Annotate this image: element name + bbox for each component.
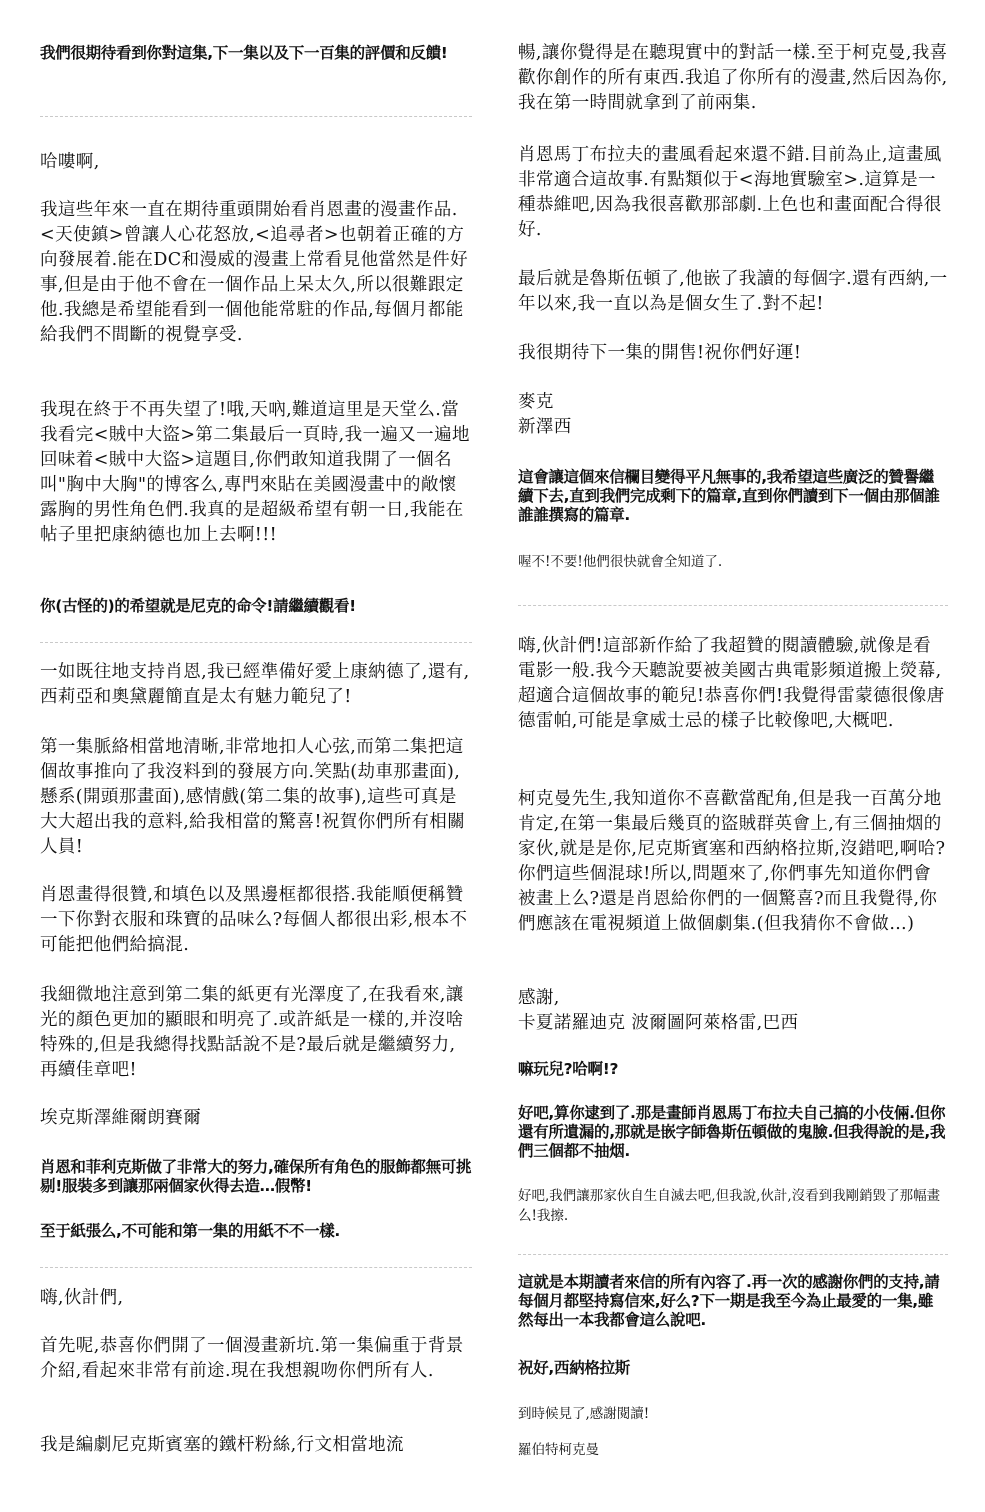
letter-paragraph: 柯克曼先生,我知道你不喜歡當配角,但是我一百萬分地肯定,在第一集最后幾頁的盜賊群英會上,有三個抽烟的家伙,就是是你,尼克斯賓塞和西納格拉斯,沒錯吧,啊哈?你們這些個混球!所以,問題來了,你們事先知道你們會被畫上么?還是肖恩給你們的一個驚喜?而且我覺得,你們應該在電視頻道上做個劇集.(但我猜你不會做…)	[518, 789, 946, 934]
letter-paragraph: 第一集脈絡相當地清晰,非常地扣人心弦,而第二集把這個故事推向了我沒料到的發展方向.笑點(劫車那畫面),懸系(開頭那畫面),感情戲(第二集的故事),這些可真是大大超出我的意料,給我相當的驚喜!祝賀你們所有相關人員!	[40, 737, 466, 857]
letter-paragraph: 一如既往地支持肖恩,我已經準備好愛上康納德了,還有,西莉亞和奧黛麗簡直是太有魅力範兒了!	[40, 662, 470, 707]
letter-signature: 感謝,	[518, 988, 560, 1008]
letter-paragraph: 我很期待下一集的開售!祝你們好運!	[518, 343, 802, 363]
divider	[518, 1254, 948, 1255]
divider	[40, 1267, 472, 1268]
divider	[40, 116, 472, 117]
editor-reply: 肖恩和菲利克斯做了非常大的努力,確保所有角色的服飾都無可挑剔!服裝多到讓那兩個家伙得去造…假幣!	[40, 1158, 472, 1195]
divider	[518, 605, 948, 606]
editor-reply: 你(古怪的)的希望就是尼克的命令!請繼續觀看!	[40, 597, 356, 615]
editor-reply: 至于紙張么,不可能和第一集的用紙不不一樣.	[40, 1222, 340, 1240]
letter-paragraph: 我細微地注意到第二集的紙更有光澤度了,在我看來,讓光的顏色更加的顯眼和明亮了.或許紙是一樣的,并沒啥特殊的,但是我總得找點話說不是?最后就是繼續努力,再續佳章吧!	[40, 985, 464, 1080]
letter-paragraph: 最后就是魯斯伍頓了,他嵌了我讀的每個字.還有西納,一年以來,我一直以為是個女生了.對不起!	[518, 269, 948, 314]
closing-note: 羅伯特柯克曼	[518, 1442, 599, 1458]
closing-message: 這就是本期讀者來信的所有內容了.再一次的感謝你們的支持,請每個月都堅持寫信來,好么?下一期是我至今為止最愛的一集,雖然每出一本我都會這么說吧.	[518, 1273, 940, 1329]
letter-paragraph: 我是編劇尼克斯賓塞的鐵杆粉絲,行文相當地流	[40, 1435, 404, 1455]
editor-note: 好吧,我們讓那家伙自生自滅去吧,但我說,伙計,沒看到我剛銷毀了那幅畫么!我擦.	[518, 1188, 941, 1224]
letter-paragraph: 嗨,伙計們!這部新作給了我超贊的閱讀體驗,就像是看電影一般.我今天聽說要被美國古典電影頻道搬上熒幕,超適合這個故事的範兒!恭喜你們!我覺得雷蒙德很像唐德雷帕,可能是拿威士忌的樣子比較像吧,大概吧.	[518, 636, 945, 731]
letter-signature: 卡夏諾羅迪克 波爾圖阿萊格雷,巴西	[518, 1013, 799, 1033]
editor-reply: 嘛玩兒?哈啊!?	[518, 1060, 619, 1078]
editor-note: 喔不!不要!他們很快就會全知道了.	[518, 554, 723, 570]
letter-signature: 新澤西	[518, 417, 572, 437]
closing-note: 到時候見了,感謝閱讀!	[518, 1406, 650, 1422]
editor-reply: 這會讓這個來信欄目變得平凡無事的,我希望這些廣泛的贊譽繼續下去,直到我們完成剩下的篇章,直到你們讀到下一個由那個誰誰誰撰寫的篇章.	[518, 468, 940, 524]
letter-paragraph: 首先呢,恭喜你們開了一個漫畫新坑.第一集偏重于背景介紹,看起來非常有前途.現在我想親吻你們所有人.	[40, 1336, 464, 1381]
letter-signature: 麥克	[518, 392, 554, 412]
letter-paragraph: 肖恩畫得很贊,和填色以及黑邊框都很搭.我能順便稱贊一下你對衣服和珠寶的品味么?每個人都很出彩,根本不可能把他們給搞混.	[40, 885, 468, 955]
editor-reply: 好吧,算你逮到了.那是畫師肖恩馬丁布拉夫自己搞的小伎倆.但你還有所遺漏的,那就是嵌字師魯斯伍頓做的鬼臉.但我得說的是,我們三個都不抽烟.	[518, 1104, 946, 1160]
editor-reply: 我們很期待看到你對這集,下一集以及下一百集的評價和反饋!	[40, 44, 448, 62]
letter-greeting: 嗨,伙計們,	[40, 1288, 124, 1308]
letter-paragraph: 暢,讓你覺得是在聽現實中的對話一樣.至于柯克曼,我喜歡你創作的所有東西.我追了你所有的漫畫,然后因為你,我在第一時間就拿到了前兩集.	[518, 43, 948, 113]
divider	[40, 642, 472, 643]
letter-paragraph: 我這些年來一直在期待重頭開始看肖恩畫的漫畫作品.<天使鎮>曾讓人心花怒放,<追尋者>也朝着正確的方向發展着.能在DC和漫威的漫畫上常看見他當然是件好事,但是由于他不會在一個作品上呆太久,所以很難跟定他.我總是希望能看到一個他能常駐的作品,每個月都能給我們不間斷的視覺享受.	[40, 200, 468, 345]
letter-greeting: 哈嘍啊,	[40, 152, 100, 172]
letter-paragraph: 我現在終于不再失望了!哦,天吶,難道這里是天堂么.當我看完<賊中大盜>第二集最后一頁時,我一遍又一遍地回味着<賊中大盜>這題目,你們敢知道我開了一個名叫"胸中大胸"的博客么,專門來貼在美國漫畫中的敞懷露胸的男性角色們.我真的是超級希望有朝一日,我能在帖子里把康納德也加上去啊!!!	[40, 400, 470, 545]
letter-paragraph: 肖恩馬丁布拉夫的畫風看起來還不錯.目前為止,這畫風非常適合這故事.有點類似于<海地實驗室>.這算是一種恭維吧,因為我很喜歡那部劇.上色也和畫面配合得很好.	[518, 145, 942, 240]
letter-signature: 埃克斯澤維爾朗賽爾	[40, 1108, 202, 1128]
closing-signature: 祝好,西納格拉斯	[518, 1359, 630, 1377]
